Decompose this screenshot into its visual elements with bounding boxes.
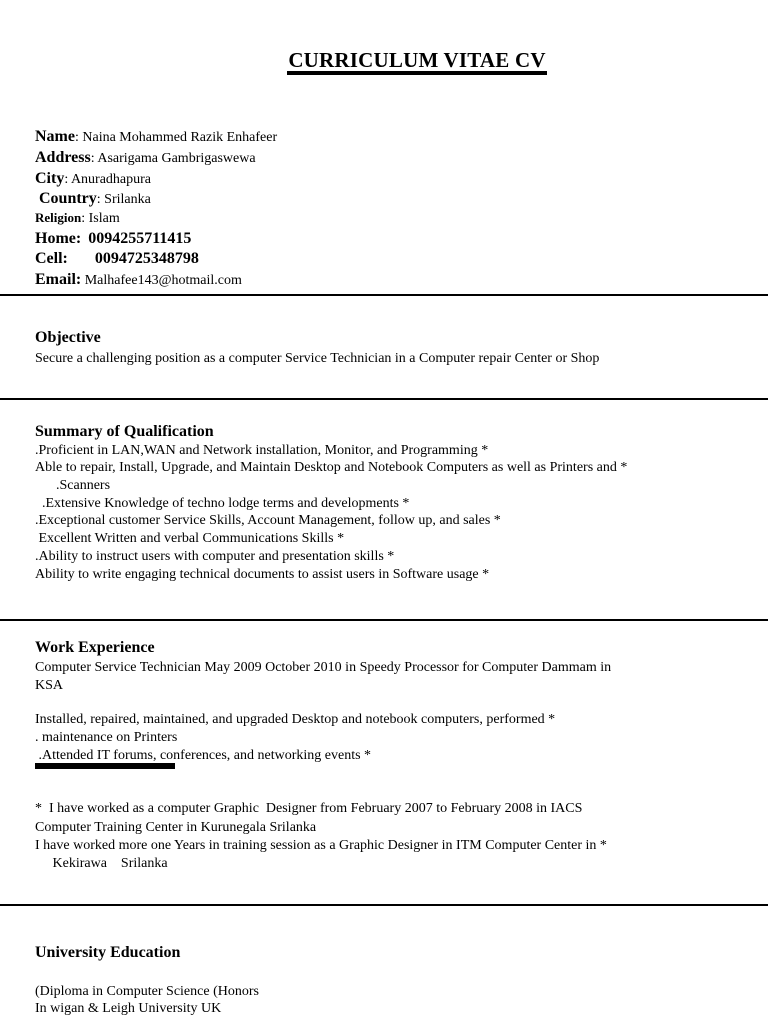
work-heading: Work Experience <box>35 639 155 656</box>
name-row <box>35 128 277 146</box>
city-label: City <box>35 170 65 187</box>
objective-heading: Objective <box>35 329 101 346</box>
education-line: In wigan & Leigh University UK <box>35 1001 222 1016</box>
email-value: Malhafee143@hotmail.com <box>84 273 242 288</box>
objective-text: Secure a challenging position as a computer Service Technician in a Computer repair Center or Shop <box>35 351 600 366</box>
redaction-bar <box>35 763 175 769</box>
divider <box>0 619 768 621</box>
religion-label: Religion <box>35 210 82 225</box>
divider <box>0 398 768 400</box>
country-label: Country <box>39 190 97 207</box>
summary-line: .Scanners <box>35 478 111 493</box>
divider <box>0 294 768 296</box>
summary-line: Excellent Written and verbal Communications Skills * <box>35 531 345 546</box>
work-line: I have worked more one Years in training session as a Graphic Designer in ITM Computer Center in * <box>35 838 607 853</box>
work-line: KSA <box>35 678 64 693</box>
email-label: Email: <box>35 271 82 288</box>
home-value: 0094255711415 <box>88 230 192 247</box>
address-row <box>35 149 256 167</box>
work-line: . maintenance on Printers <box>35 730 178 745</box>
cell-value: 0094725348798 <box>94 250 199 267</box>
summary-line: .Exceptional customer Service Skills, Account Management, follow up, and sales * <box>35 513 501 528</box>
email-row <box>35 271 242 289</box>
summary-line: .Proficient in LAN,WAN and Network installation, Monitor, and Programming * <box>35 443 489 458</box>
work-line: Computer Training Center in Kurunegala Srilanka <box>35 820 317 835</box>
address-label: Address <box>35 149 91 166</box>
document-title: CURRICULUM VITAE CV <box>0 48 768 75</box>
summary-line: Ability to write engaging technical documents to assist users in Software usage * <box>35 567 490 582</box>
summary-line: .Ability to instruct users with computer and presentation skills * <box>35 549 395 564</box>
city-row <box>35 170 151 188</box>
country-row <box>39 190 151 208</box>
work-line: Computer Service Technician May 2009 October 2010 in Speedy Processor for Computer Dammam in <box>35 660 612 675</box>
name-value: : Naina Mohammed Razik Enhafeer <box>74 130 278 145</box>
city-value: : Anuradhapura <box>64 172 152 187</box>
cell-label: Cell: <box>35 250 68 267</box>
work-line: Installed, repaired, maintained, and upgraded Desktop and notebook computers, performed * <box>35 712 556 727</box>
summary-line: Able to repair, Install, Upgrade, and Maintain Desktop and Notebook Computers as well as Printers and * <box>35 460 628 475</box>
religion-row <box>35 210 120 227</box>
work-line: Kekirawa Srilanka <box>35 856 168 871</box>
religion-value: : Islam <box>81 211 120 226</box>
home-label: Home: <box>35 230 82 247</box>
work-line: .Attended IT forums, conferences, and networking events * <box>35 748 372 763</box>
divider <box>0 904 768 906</box>
summary-heading: Summary of Qualification <box>35 423 214 440</box>
education-line: (Diploma in Computer Science (Honors <box>35 984 259 999</box>
address-value: : Asarigama Gambrigaswewa <box>90 151 256 166</box>
summary-line: .Extensive Knowledge of techno lodge terms and developments * <box>35 496 410 511</box>
home-phone-row <box>35 230 191 248</box>
education-heading: University Education <box>35 944 181 961</box>
name-label: Name <box>35 128 75 145</box>
work-line: * I have worked as a computer Graphic Designer from February 2007 to February 2008 in IACS <box>35 801 583 816</box>
country-value: : Srilanka <box>96 192 151 207</box>
cell-phone-row <box>35 250 199 268</box>
